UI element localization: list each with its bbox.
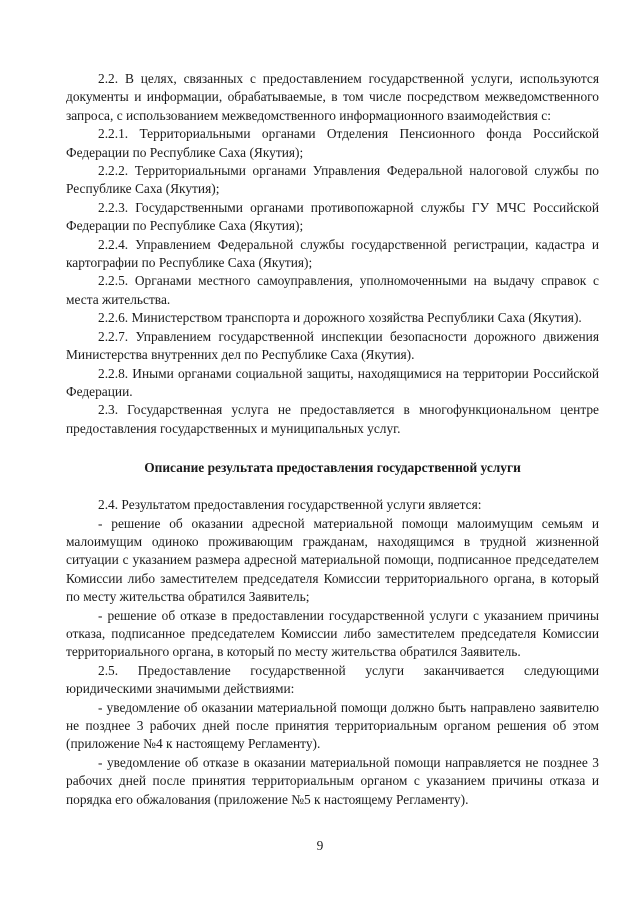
- paragraph-2-2-5: 2.2.5. Органами местного самоуправления, уполномоченными на выдачу справок с места жительства.: [66, 273, 599, 307]
- paragraph-notice-refusal: - уведомление об отказе в оказании материальной помощи направляется не позднее 3 рабочих дней после принятия территориальным органом с указанием причины отказа и порядка его обжалования (приложение №5 к настоящему Регламенту).: [66, 754, 599, 807]
- page-number: 9: [316, 838, 324, 853]
- paragraph-2-4: 2.4. Результатом предоставления государственной услуги является:: [98, 497, 482, 513]
- paragraph-2-3: 2.3. Государственная услуга не предоставляется в многофункциональном центре предоставления государственных и муниципальных услуг.: [66, 402, 599, 436]
- paragraph-2-5: 2.5. Предоставление государственной услуги заканчивается следующими юридическими значимыми действиями:: [66, 662, 599, 697]
- paragraph-2-2-2: 2.2.2. Территориальными органами Управления Федеральной налоговой службы по Республике Саха (Якутия);: [66, 163, 599, 197]
- paragraph-2-2-7: 2.2.7. Управлением государственной инспекции безопасности дорожного движения Министерства внутренних дел по Республике Саха (Якутия).: [66, 328, 599, 363]
- paragraph-2-2-6: 2.2.6. Министерством транспорта и дорожного хозяйства Республики Саха (Якутия).: [98, 310, 582, 326]
- paragraph-2-2-8: 2.2.8. Иными органами социальной защиты, находящимися на территории Российской Федерации.: [66, 365, 599, 399]
- paragraph-2-2-3: 2.2.3. Государственными органами противопожарной службы ГУ МЧС Российской Федерации по Республике Саха (Якутия);: [66, 199, 599, 234]
- document-page: [66, 70, 599, 809]
- section-heading: Описание результата предоставления государственной услуги: [144, 460, 521, 476]
- paragraph-decision-grant: - решение об оказании адресной материальной помощи малоимущим семьям и малоимущим одиноко проживающим гражданам, находящимся в трудной жизненной ситуации с указанием размера адресной материальной помощи, подписанное председателем Комиссии либо заместителем председателя Комиссии территориального органа, в который по месту жительства обратился Заявитель;: [66, 515, 599, 605]
- paragraph-2-2-4: 2.2.4. Управлением Федеральной службы государственной регистрации, кадастра и картографии по Республике Саха (Якутия);: [66, 236, 599, 271]
- paragraph-notice-grant: - уведомление об оказании материальной помощи должно быть направлено заявителю не позднее 3 рабочих дней после принятия территориальным органом решения об этом (приложение №4 к настоящему Регламенту).: [66, 699, 599, 752]
- paragraph-2-2-1: 2.2.1. Территориальными органами Отделения Пенсионного фонда Российской Федерации по Республике Саха (Якутия);: [66, 126, 599, 160]
- paragraph-decision-refusal: - решение об отказе в предоставлении государственной услуги с указанием причины отказа, подписанное председателем Комиссии либо заместителем председателя Комиссии территориального органа, в который по месту жительства обратился Заявитель.: [66, 607, 599, 660]
- paragraph-2-2: 2.2. В целях, связанных с предоставлением государственной услуги, используются документы и информации, обрабатываемые, в том числе посредством межведомственного запроса, с использованием межведомственного информационного взаимодействия с:: [66, 71, 599, 123]
